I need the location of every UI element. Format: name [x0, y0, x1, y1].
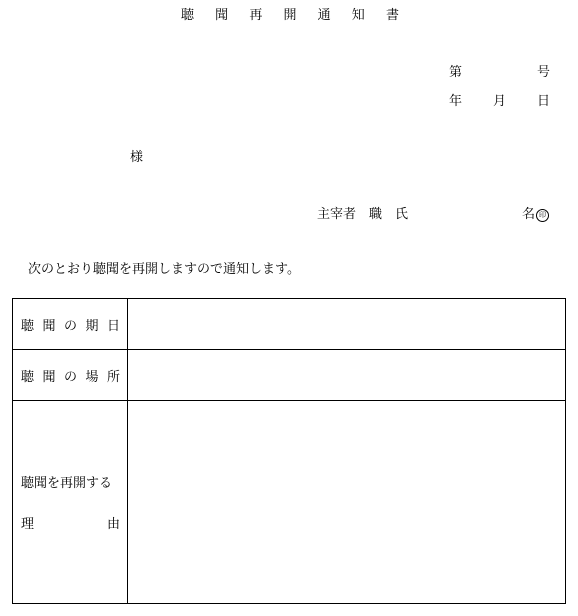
seal-icon: 印: [536, 209, 549, 222]
sender-title: 主宰者 職 氏: [317, 207, 409, 222]
title-char: 通: [317, 8, 331, 23]
sender-name-seal: [522, 207, 549, 223]
document-date-line: [449, 94, 550, 110]
label-char: 所: [106, 369, 120, 385]
title-char: 再: [249, 8, 263, 23]
label-reopen-reason: [13, 401, 128, 604]
title-char: 知: [351, 8, 365, 23]
intro-text: 次のとおり聴聞を再開しますので通知します。: [28, 262, 300, 277]
document-title: [181, 8, 399, 24]
addressee-suffix: 様: [130, 150, 144, 165]
label-char: の: [63, 369, 77, 385]
number-prefix: 第: [449, 65, 463, 80]
label-char: 聴: [21, 369, 35, 385]
table-row: [13, 350, 566, 401]
label-hearing-date: [13, 299, 128, 350]
label-char: 期: [85, 318, 99, 334]
value-hearing-date[interactable]: [128, 299, 566, 350]
value-hearing-place[interactable]: [128, 350, 566, 401]
reason-label-line1: 聴聞を再開する: [21, 476, 113, 491]
title-char: 書: [385, 8, 399, 23]
sender-name-suffix: 名: [522, 207, 536, 222]
date-day: 日: [536, 94, 550, 109]
title-char: 聴: [181, 8, 195, 23]
reason-label-line2: [21, 513, 120, 532]
label-hearing-place: [13, 350, 128, 401]
title-char: 聞: [215, 8, 229, 23]
table-row: [13, 299, 566, 350]
notice-table: [12, 298, 566, 604]
label-char: 場: [85, 369, 99, 385]
label-char: 理: [21, 517, 35, 532]
date-month: 月: [492, 94, 506, 109]
label-char: 日: [106, 318, 120, 334]
label-char: 聞: [42, 369, 56, 385]
label-char: 由: [106, 517, 120, 532]
number-suffix: 号: [536, 65, 550, 80]
document-number-line: [449, 65, 550, 81]
date-year: 年: [449, 94, 463, 109]
label-char: 聴: [21, 318, 35, 334]
value-reopen-reason[interactable]: [128, 401, 566, 604]
label-char: 聞: [42, 318, 56, 334]
title-char: 開: [283, 8, 297, 23]
table-row: [13, 401, 566, 604]
label-char: の: [63, 318, 77, 334]
